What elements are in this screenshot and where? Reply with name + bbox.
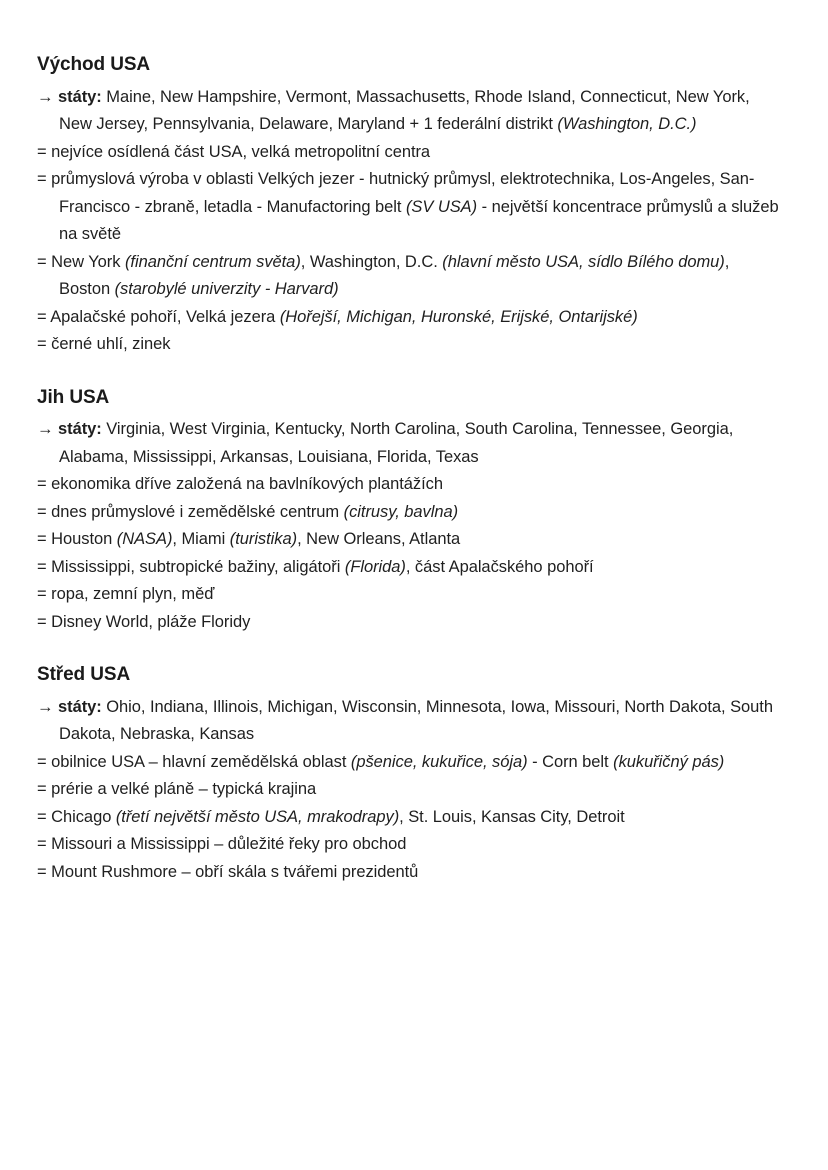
bullet-line xyxy=(37,859,780,887)
bullet-line xyxy=(37,139,780,167)
body-text: Ohio, Indiana, Illinois, Michigan, Wisconsin, Minnesota, Iowa, Missouri, North Dakota, South Dakota, Nebraska, Kansas xyxy=(59,697,773,744)
body-text: - Corn belt xyxy=(527,752,614,771)
bullet-line xyxy=(37,526,780,554)
section-jih-usa xyxy=(37,385,780,637)
bullet-line xyxy=(37,166,780,249)
bullet-line xyxy=(37,609,780,637)
bullet-line xyxy=(37,804,780,832)
body-text: , Miami xyxy=(172,530,230,549)
body-text: Maine, New Hampshire, Vermont, Massachusetts, Rhode Island, Connecticut, New York, New Jersey, Pennsylvania, Delaware, Maryland + 1 federální distrikt xyxy=(59,87,750,134)
sections-container xyxy=(37,52,780,886)
body-text: Mississippi, subtropické bažiny, aligátoři xyxy=(46,557,345,576)
equals-marker: = xyxy=(37,752,47,771)
body-text: Apalačské pohoří, Velká jezera xyxy=(46,307,280,326)
section-stred-usa xyxy=(37,662,780,886)
equals-marker: = xyxy=(37,835,47,854)
equals-marker: = xyxy=(37,475,47,494)
section-heading: Jih USA xyxy=(37,386,110,408)
emphasis-text: (NASA) xyxy=(116,530,173,549)
bullet-line xyxy=(37,749,780,777)
body-text: průmyslová výroba v oblasti Velkých jezer - hutnický průmysl, elektrotechnika, Los-Angeles, San-Francisco - zbraně, letadla - Manufactoring belt xyxy=(46,170,755,216)
body-text: , New Orleans, Atlanta xyxy=(297,530,461,549)
body-text: Chicago xyxy=(46,807,116,826)
bullet-line xyxy=(37,581,780,609)
arrow-right-icon: → xyxy=(37,87,54,106)
emphasis-text: (třetí největší město USA, mrakodrapy) xyxy=(115,807,400,826)
body-text: , St. Louis, Kansas City, Detroit xyxy=(399,807,625,826)
bullet-line xyxy=(37,554,780,582)
bullet-line xyxy=(37,249,780,304)
equals-marker: = xyxy=(37,335,47,354)
emphasis-text: (hlavní město USA, sídlo Bílého domu) xyxy=(442,252,725,271)
body-text: Mount Rushmore – obří skála s tvářemi prezidentů xyxy=(46,862,419,881)
bullet-line xyxy=(37,471,780,499)
section-heading: Východ USA xyxy=(37,54,151,75)
body-text: nejvíce osídlená část USA, velká metropolitní centra xyxy=(46,142,431,161)
states-line xyxy=(37,694,780,749)
states-label: státy: xyxy=(58,420,102,439)
body-text: ekonomika dříve založená na bavlníkových plantážích xyxy=(46,475,443,494)
body-text: Missouri a Mississippi – důležité řeky pro obchod xyxy=(46,835,407,854)
emphasis-text: (finanční centrum světa) xyxy=(124,252,301,271)
body-text: Disney World, pláže Floridy xyxy=(46,612,251,631)
equals-marker: = xyxy=(37,780,47,799)
body-text: - největší koncentrace průmyslů a služeb na světě xyxy=(59,197,779,244)
body-text: prérie a velké pláně – typická krajina xyxy=(46,780,317,799)
states-label: státy: xyxy=(58,697,102,716)
body-text: černé uhlí, zinek xyxy=(46,335,171,354)
body-text: Virginia, West Virginia, Kentucky, North Carolina, South Carolina, Tennessee, Georgia, Alabama, Mississippi, Arkansas, Louisiana, Florida, Texas xyxy=(59,420,734,466)
arrow-right-icon: → xyxy=(37,420,54,439)
states-line xyxy=(37,84,780,139)
section-heading: Střed USA xyxy=(37,664,131,686)
emphasis-text: (citrusy, bavlna) xyxy=(343,502,459,521)
equals-marker: = xyxy=(37,502,47,521)
equals-marker: = xyxy=(37,557,47,576)
bullet-line xyxy=(37,304,780,332)
emphasis-text: (kukuřičný pás) xyxy=(613,752,725,771)
equals-marker: = xyxy=(37,612,47,631)
states-label: státy: xyxy=(58,87,102,106)
body-text: dnes průmyslové i zemědělské centrum xyxy=(46,502,344,521)
body-text: Houston xyxy=(46,530,117,549)
emphasis-text: (Washington, D.C.) xyxy=(557,115,697,134)
equals-marker: = xyxy=(37,807,47,826)
equals-marker: = xyxy=(37,530,47,549)
body-text: , Boston xyxy=(59,252,730,299)
section-vychod-usa xyxy=(37,52,780,359)
body-text: obilnice USA – hlavní zemědělská oblast xyxy=(46,752,351,771)
bullet-line xyxy=(37,831,780,859)
equals-marker: = xyxy=(37,862,47,881)
body-text: , část Apalačského pohoří xyxy=(405,557,594,576)
emphasis-text: (pšenice, kukuřice, sója) xyxy=(350,752,528,771)
equals-marker: = xyxy=(37,585,47,604)
arrow-right-icon: → xyxy=(37,697,54,716)
equals-marker: = xyxy=(37,252,47,271)
body-text: , Washington, D.C. xyxy=(300,252,443,271)
bullet-line xyxy=(37,331,780,359)
bullet-line xyxy=(37,776,780,804)
body-text: ropa, zemní plyn, měď xyxy=(46,585,215,604)
emphasis-text: (turistika) xyxy=(229,530,298,549)
bullet-line xyxy=(37,499,780,527)
emphasis-text: (starobylé univerzity - Harvard) xyxy=(114,280,339,299)
emphasis-text: (SV USA) xyxy=(405,197,478,216)
equals-marker: = xyxy=(37,142,47,161)
emphasis-text: (Hořejší, Michigan, Huronské, Erijské, Ontarijské) xyxy=(279,307,638,326)
body-text: New York xyxy=(46,252,125,271)
equals-marker: = xyxy=(37,307,47,326)
emphasis-text: (Florida) xyxy=(344,557,406,576)
states-line xyxy=(37,416,780,471)
equals-marker: = xyxy=(37,170,47,189)
